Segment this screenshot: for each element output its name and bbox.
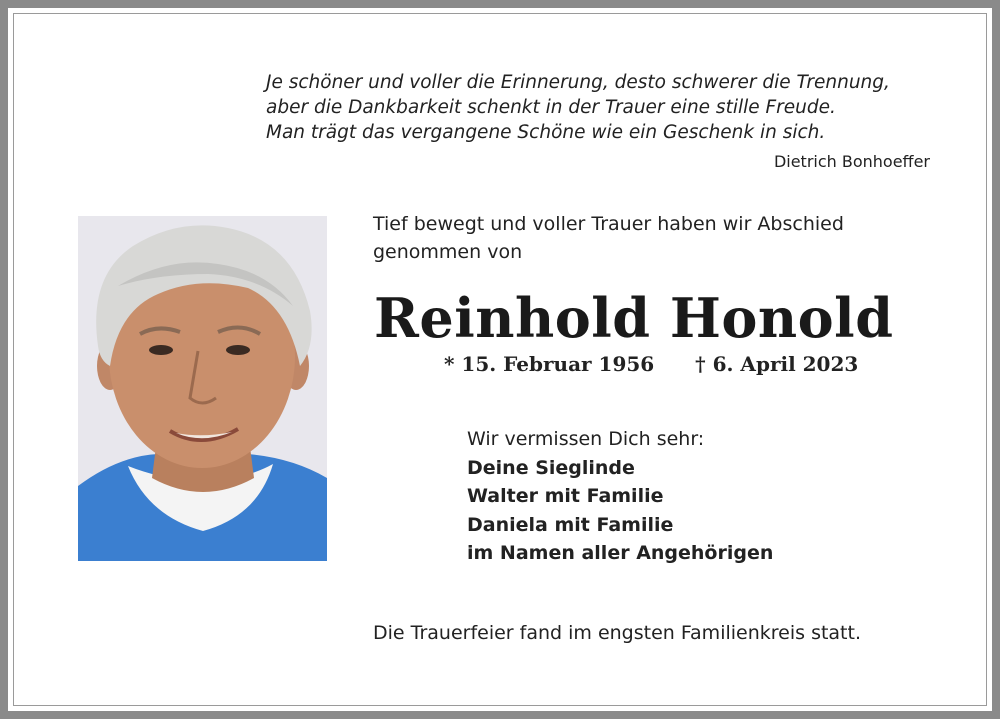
intro-text: Tief bewegt und voller Trauer haben wir Abschied genommen von: [373, 213, 844, 263]
deceased-name: Reinhold Honold: [374, 286, 894, 350]
portrait-photo: [78, 216, 327, 561]
portrait-illustration: [78, 216, 327, 561]
obituary-card: [13, 13, 987, 706]
mourners-block: [467, 425, 773, 568]
mourner-name: Deine Sieglinde: [467, 456, 635, 479]
quote-line: Man trägt das vergangene Schöne wie ein Geschenk in sich.: [266, 122, 826, 143]
mourners-lead: Wir vermissen Dich sehr:: [467, 428, 705, 450]
funeral-note: Die Trauerfeier fand im engsten Familienkreis statt.: [373, 622, 861, 644]
quote-author: Dietrich Bonhoeffer: [773, 152, 930, 171]
mourner-name: Daniela mit Familie: [467, 513, 674, 536]
mourner-name: im Namen aller Angehörigen: [467, 542, 774, 564]
quote-block: [266, 70, 938, 145]
death-date: † 6. April 2023: [695, 352, 859, 376]
mourner-name: Walter mit Familie: [467, 485, 664, 507]
life-dates: [444, 352, 858, 376]
quote-line: Je schöner und voller die Erinnerung, desto schwerer die Trennung,: [266, 72, 890, 93]
page-frame: [8, 8, 992, 711]
birth-date: * 15. Februar 1956: [444, 352, 655, 376]
quote-line: aber die Dankbarkeit schenkt in der Trauer eine stille Freude.: [266, 97, 836, 118]
